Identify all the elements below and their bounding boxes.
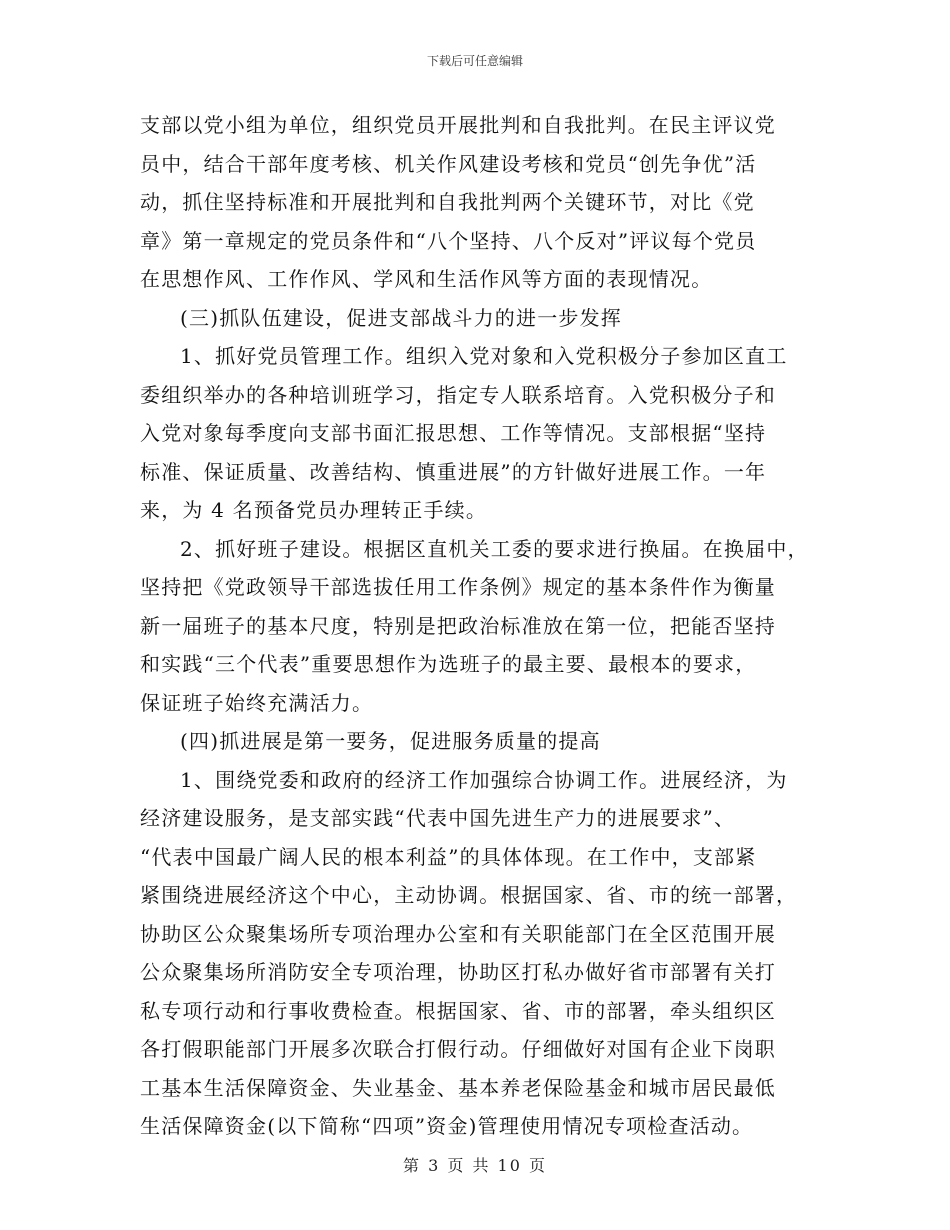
body-line: 入党对象每季度向支部书面汇报思想、工作等情况。支部根据“坚持: [140, 421, 767, 445]
body-line: 员中，结合干部年度考核、机关作风建设考核和党员“创先争优”活: [140, 151, 757, 176]
body-line: 工基本生活保障资金、失业基金、基本养老保险基金和城市居民最低: [140, 1075, 776, 1100]
body-line: 委组织举办的各种培训班学习，指定专人联系培育。入党积极分子和: [140, 382, 776, 407]
body-line: 1、围绕党委和政府的经济工作加强综合协调工作。进展经济，为: [180, 767, 788, 792]
body-line: 生活保障资金(以下简称“四项”资金)管理使用情况专项检查活动。: [140, 1114, 754, 1138]
body-line: 经济建设服务，是支部实践“代表中国先进生产力的进展要求”、: [140, 806, 736, 830]
body-line: 协助区公众聚集场所专项治理办公室和有关职能部门在全区范围开展: [140, 921, 776, 946]
body-line: “代表中国最广阔人民的根本利益”的具体体现。在工作中，支部紧: [140, 844, 757, 869]
body-line: 坚持把《党政领导干部选拔任用工作条例》规定的基本条件作为衡量: [140, 575, 776, 599]
body-line: 动，抓住坚持标准和开展批判和自我批判两个关键环节，对比《党: [140, 190, 755, 214]
body-line: 各打假职能部门开展多次联合打假行动。仔细做好对国有企业下岗职: [140, 1037, 776, 1061]
body-line: 在思想作风、工作作风、学风和生活作风等方面的表现情况。: [140, 267, 713, 291]
section-heading: (三)抓队伍建设，促进支部战斗力的进一步发挥: [180, 305, 623, 330]
body-line: 章》第一章规定的党员条件和“八个坚持、八个反对”评议每个党员: [140, 228, 757, 253]
document-body: [140, 106, 830, 1146]
body-line: 新一届班子的基本尺度，特别是把政治标准放在第一位，把能否坚持: [140, 613, 776, 638]
page-footer: 第 3 页 共 10 页: [403, 1156, 547, 1175]
body-line: 来，为 4 名预备党员办理转正手续。: [140, 498, 488, 522]
body-line: 保证班子始终充满活力。: [140, 690, 374, 715]
body-line: 1、抓好党员管理工作。组织入党对象和入党积极分子参加区直工: [180, 344, 788, 368]
section-heading: (四)抓进展是第一要务，促进服务质量的提高: [180, 729, 601, 753]
page-header: 下载后可任意编辑: [426, 54, 523, 68]
body-line: 标准、保证质量、改善结构、慎重进展”的方针做好进展工作。一年: [140, 459, 767, 484]
body-line: 支部以党小组为单位，组织党员开展批判和自我批判。在民主评议党: [140, 113, 776, 137]
body-line: 私专项行动和行事收费检查。根据国家、省、市的部署，牵头组织区: [140, 998, 776, 1023]
body-line: 紧围绕进展经济这个中心，主动协调。根据国家、省、市的统一部署，: [140, 883, 798, 907]
body-line: 公众聚集场所消防安全专项治理，协助区打私办做好省市部署有关打: [140, 960, 776, 984]
body-line: 和实践“三个代表”重要思想作为选班子的最主要、最根本的要求，: [140, 652, 757, 676]
body-line: 2、抓好班子建设。根据区直机关工委的要求进行换届。在换届中，: [180, 536, 809, 561]
